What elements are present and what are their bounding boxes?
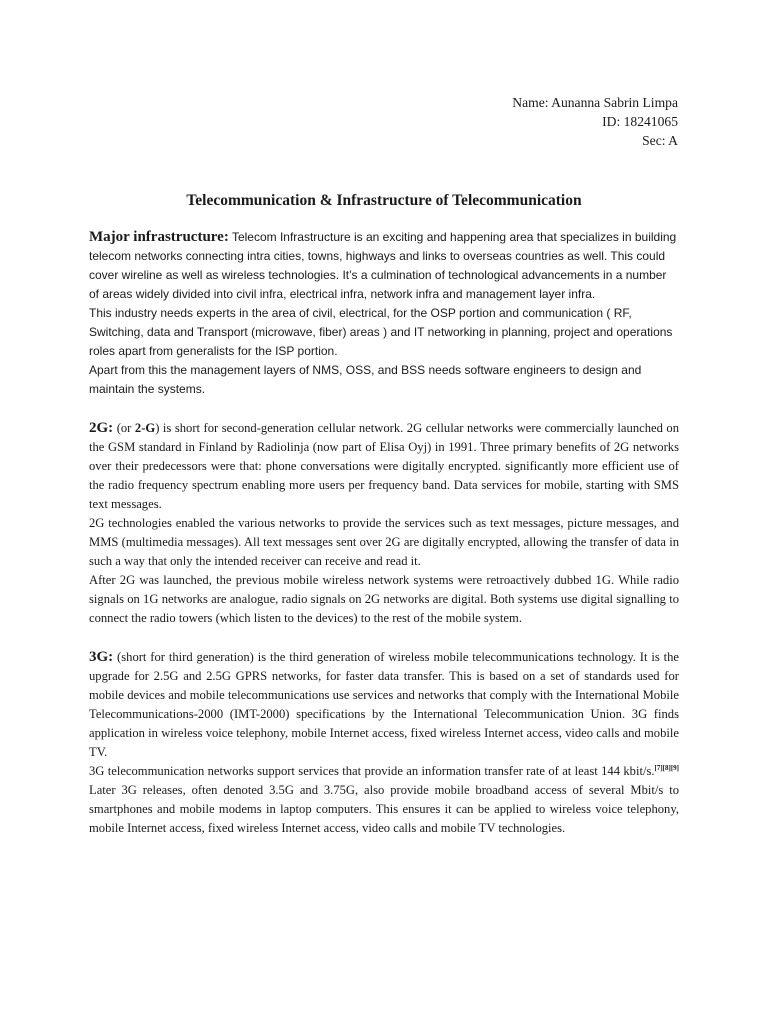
paragraph: Apart from this the management layers of NMS, OSS, and BSS needs software engineers to design and maintain the systems. [89, 363, 642, 396]
section-heading: Major infrastructure: [89, 229, 229, 245]
document-title: Telecommunication & Infrastructure of Telecommunication [186, 192, 582, 209]
2g-section [89, 419, 679, 628]
paragraph [89, 228, 679, 304]
reference-markers: [7][8][9] [654, 764, 679, 772]
section: Sec: A [642, 133, 678, 148]
paragraph: After 2G was launched, the previous mobile wireless network systems were retroactively dubbed 1G. While radio signals on 1G networks are analogue, radio signals on 2G networks are digital. Both systems use digital signalling to connect the radio towers (which listen to the devices) to the rest of the mobile system. [89, 573, 679, 625]
paragraph-text: Telecom Infrastructure is an exciting and happening area that specializes in building telecom networks connecting intra cities, towns, highways and links to overseas countries as well. This could cover wireline as well as wireless technologies. It’s a culmination of technological advancements in a number of areas widely divided into civil infra, electrical infra, network infra and management layer infra. [89, 230, 677, 301]
paragraph: This industry needs experts in the area of civil, electrical, for the OSP portion and communication ( RF, Switching, data and Transport (microwave, fiber) areas ) and IT networking in planning, project and operations roles apart from generalists for the ISP portion. [89, 306, 673, 358]
document-body [89, 228, 679, 838]
section-heading: 3G: [89, 649, 114, 665]
paragraph: 3G telecommunication networks support services that provide an information transfer rate of at least 144 kbit/s.[7][8][9] Later 3G releases, often denoted 3.5G and 3.75G, also provide mobile broadband access of several Mbit/s to smartphones and mobile modems in laptop computers. This ensures it can be applied to wireless voice telephony, mobile Internet access, fixed wireless Internet access, video calls and mobile TV technologies. [89, 764, 679, 835]
paragraph-text: (short for third generation) is the third generation of wireless mobile telecommunications technology. It is the upgrade for 2.5G and 2.5G GPRS networks, for faster data transfer. This is based on a set of standards used for mobile devices and mobile telecommunications use services and networks that comply with the International Mobile Telecommunications-2000 (IMT-2000) specifications by the International Telecommunication Union. 3G finds application in wireless voice telephony, mobile Internet access, fixed wireless Internet access, video calls and mobile TV. [89, 650, 679, 759]
section-heading: 2G: [89, 420, 114, 436]
paragraph: 2G technologies enabled the various networks to provide the services such as text messages, picture messages, and MMS (multimedia messages). All text messages sent over 2G are digitally encrypted, allowing the transfer of data in such a way that only the intended receiver can receive and read it. [89, 516, 679, 568]
author-name: Name: Aunanna Sabrin Limpa [512, 95, 678, 110]
major-infrastructure-section [89, 228, 679, 399]
paragraph: 2G: (or 2-G) is short for second-generation cellular network. 2G cellular networks were commercially launched on the GSM standard in Finland by Radiolinja (now part of Elisa Oyj) in 1991. Three primary benefits of 2G networks over their predecessors were that: phone conversations were digitally encrypted. significantly more efficient use of the radio frequency spectrum enabling more users per frequency band. Data services for mobile, starting with SMS text messages. [89, 420, 680, 511]
author-header [512, 93, 678, 150]
bold-term: 2-G [134, 421, 156, 435]
paragraph-text: ) is short for second-generation cellular network. 2G cellular networks were commercially launched on the GSM standard in Finland by Radiolinja (now part of Elisa Oyj) in 1991. Three primary benefits of 2G networks over their predecessors were that: phone conversations were digitally encrypted. significantly more efficient use of the radio frequency spectrum enabling more users per frequency band. Data services for mobile, starting with SMS text messages. [89, 421, 680, 511]
3g-section [89, 648, 679, 838]
paragraph [89, 648, 679, 762]
student-id: ID: 18241065 [602, 114, 678, 129]
